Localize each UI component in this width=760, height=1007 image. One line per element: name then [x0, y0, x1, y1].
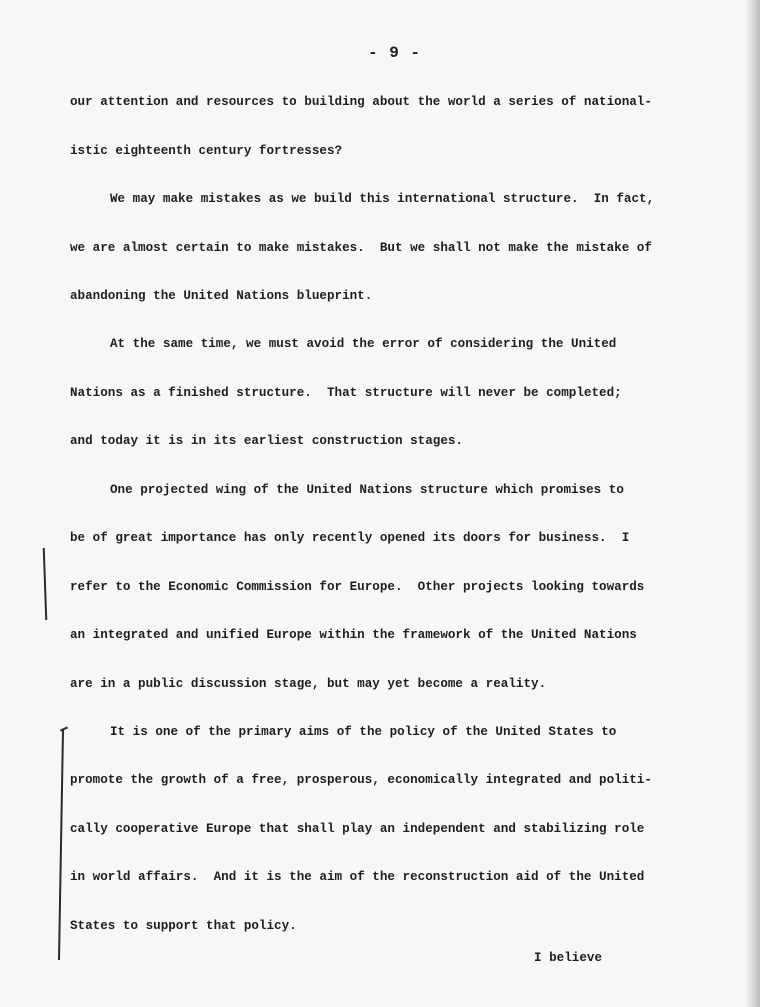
text-line: cally cooperative Europe that shall play an independent and stabilizing role — [70, 822, 645, 836]
text-line: an integrated and unified Europe within the framework of the United Nations — [70, 628, 637, 642]
text-line: our attention and resources to building about the world a series of national- — [70, 95, 652, 109]
catchword: I believe — [534, 951, 603, 965]
margin-bracket — [58, 730, 64, 960]
margin-mark — [43, 548, 48, 620]
text-line: promote the growth of a free, prosperous, economically integrated and politi- — [70, 773, 652, 787]
text-line: are in a public discussion stage, but may yet become a reality. — [70, 677, 547, 691]
text-line: One projected wing of the United Nations structure which promises to — [110, 483, 624, 497]
text-line: we are almost certain to make mistakes. But we shall not make the mistake of — [70, 241, 652, 255]
text-line: At the same time, we must avoid the error of considering the United — [110, 337, 617, 351]
page-number: - 9 - — [368, 44, 422, 62]
text-line: be of great importance has only recently opened its doors for business. I — [70, 531, 630, 545]
text-line: States to support that policy. — [70, 919, 297, 933]
text-line: abandoning the United Nations blueprint. — [70, 289, 373, 303]
text-line: Nations as a finished structure. That structure will never be completed; — [70, 386, 622, 400]
text-line: It is one of the primary aims of the policy of the United States to — [110, 725, 617, 739]
text-line: in world affairs. And it is the aim of the reconstruction aid of the United — [70, 870, 645, 884]
text-line: istic eighteenth century fortresses? — [70, 144, 343, 158]
page-edge-shadow — [746, 0, 760, 1007]
text-line: and today it is in its earliest construction stages. — [70, 434, 463, 448]
text-line: refer to the Economic Commission for Europe. Other projects looking towards — [70, 580, 645, 594]
text-line: We may make mistakes as we build this international structure. In fact, — [110, 192, 655, 206]
